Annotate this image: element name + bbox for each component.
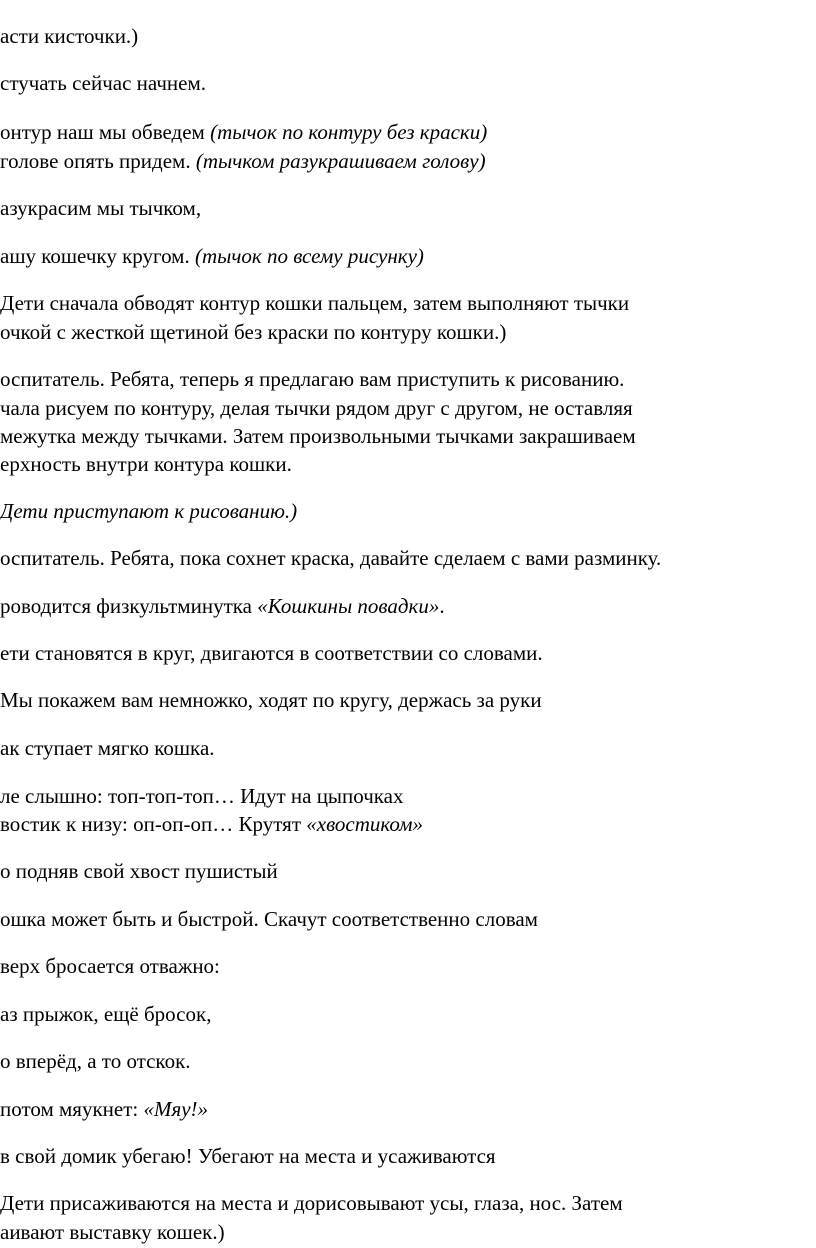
text-line: потом мяукнет: «Мяу!»: [0, 1097, 209, 1121]
text-line: оспитатель. Ребята, теперь я предлагаю вам приступить к рисованию.: [0, 367, 625, 391]
text-line: аз прыжок, ещё бросок,: [0, 1002, 212, 1026]
text-line: ле слышно: топ-топ-топ… Идут на цыпочках: [0, 784, 404, 808]
text-line: Дети сначала обводят контур кошки пальцем, затем выполняют тычки: [0, 291, 630, 315]
text-line: о вперёд, а то отскок.: [0, 1049, 191, 1073]
text-line: ошка может быть и быстрой. Скачут соответственно словам: [0, 907, 538, 931]
text-line: [0, 495, 297, 527]
text-line: верх бросается отважно:: [0, 954, 220, 978]
text-line: аивают выставку кошек.): [0, 1220, 225, 1244]
text-line: ерхность внутри контура кошки.: [0, 452, 292, 476]
text-line: оспитатель. Ребята, пока сохнет краска, давайте сделаем с вами разминку.: [0, 546, 662, 570]
text-line: ашу кошечку кругом. (тычок по всему рисунку): [0, 244, 424, 268]
text-line: межутка между тычками. Затем произвольными тычками закрашиваем: [0, 424, 636, 448]
italic-note: (тычок по контуру без краски): [210, 120, 488, 144]
italic-note: «хвостиком»: [306, 812, 424, 836]
text-line: ети становятся в круг, двигаются в соответствии со словами.: [0, 641, 543, 665]
text-line: чала рисуем по контуру, делая тычки рядом друг с другом, не оставляя: [0, 396, 633, 420]
text-line: очкой с жесткой щетиной без краски по контуру кошки.): [0, 320, 507, 344]
italic-note: (тычок по всему рисунку): [194, 244, 424, 268]
text-line: голове опять придем. (тычком разукрашиваем голову): [0, 149, 486, 173]
text-line: асти кисточки.): [0, 24, 139, 48]
text-line: в свой домик убегаю! Убегают на места и усаживаются: [0, 1144, 496, 1168]
text-line: о подняв свой хвост пушистый: [0, 859, 278, 883]
text-line: ак ступает мягко кошка.: [0, 736, 215, 760]
text-line: азукрасим мы тычком,: [0, 196, 202, 220]
text-line: онтур наш мы обведем (тычок по контуру без краски): [0, 120, 488, 144]
text-line: стучать сейчас начнем.: [0, 71, 207, 95]
italic-note: Дети приступают к рисованию.): [0, 499, 298, 523]
italic-note: «Мяу!»: [143, 1097, 209, 1121]
text-line: Мы покажем вам немножко, ходят по кругу, держась за руки: [0, 688, 542, 712]
text-line: роводится физкультминутка «Кошкины повадки».: [0, 594, 445, 618]
italic-note: «Кошкины повадки»: [257, 594, 440, 618]
text-line: Дети присаживаются на места и дорисовывают усы, глаза, нос. Затем: [0, 1191, 623, 1215]
text-line: востик к низу: оп-оп-оп… Крутят «хвостиком»: [0, 812, 424, 836]
italic-note: (тычком разукрашиваем голову): [195, 149, 486, 173]
